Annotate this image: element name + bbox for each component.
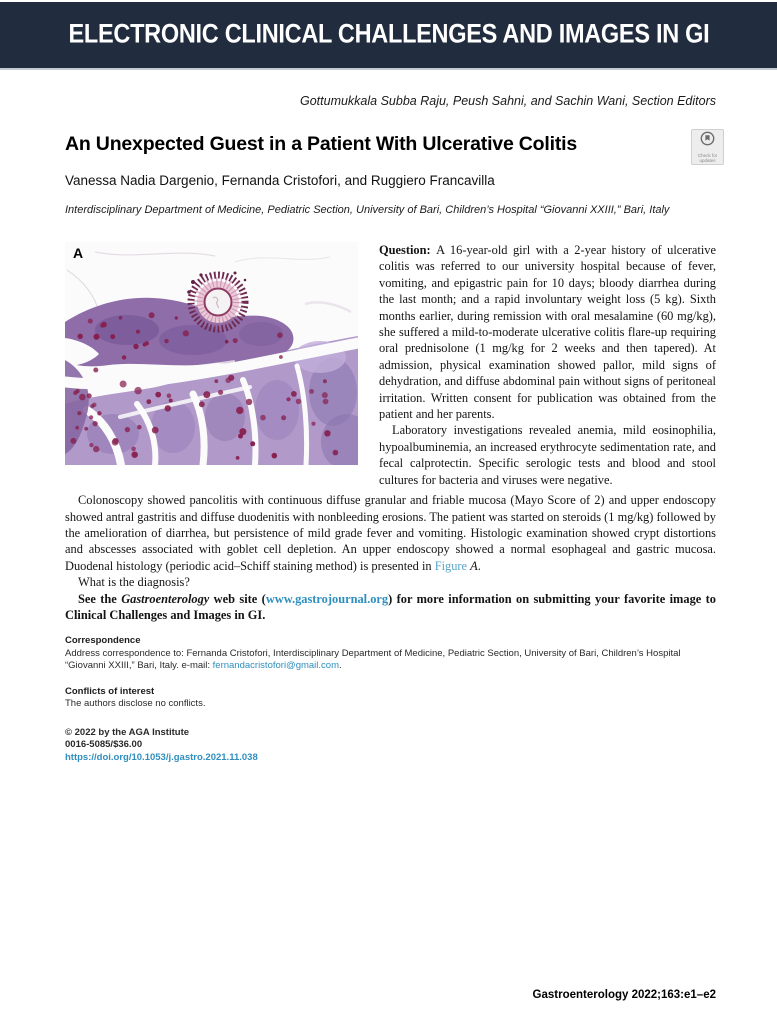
text-segment: See the <box>78 591 122 606</box>
text-segment: What is the diagnosis? <box>78 575 190 590</box>
question-column <box>379 242 716 488</box>
text-segment: Laboratory investigations revealed anemia, mild eosinophilia, hypoalbuminemia, an increased erythrocyte sedimentation rate, and fecal calprotectin. Specific serologic tests and blood and stool cultures for bacteria and viruses were negative. <box>379 423 716 487</box>
laboratory-paragraph <box>379 422 716 488</box>
doi-link[interactable]: https://doi.org/10.1053/j.gastro.2021.11.038 <box>65 751 258 763</box>
article-title: An Unexpected Guest in a Patient With Ulcerative Colitis <box>65 133 577 155</box>
journal-citation: Gastroenterology 2022;163:e1–e2 <box>532 989 716 1001</box>
figure-label: A <box>73 245 84 261</box>
inline-link[interactable]: www.gastrojournal.org <box>265 591 389 606</box>
check-for-updates-badge[interactable] <box>691 129 724 165</box>
text-segment: Colonoscopy showed pancolitis with continuous diffuse granular and friable mucosa (Mayo Score of 2) and upper endoscopy showed antral gastritis and diffuse duodenitis with nonbleeding erosions. The patient was started on steroids (1 mg/kg) followed by the amelioration of diarrhea, but persistence of mild grade fever and vomiting. Histologic examination showed crypt distortions and abscesses associated with goblet cell depletion. An upper endoscopy showed a normal esophageal and gastric mucosa. Duodenal histology (periodic acid–Schiff staining method) is presented in <box>65 493 716 573</box>
article-footnotes <box>65 635 716 764</box>
text-segment: ) for more information on submitting your favorite image to Clinical Challenges and Images in GI. <box>65 591 716 622</box>
article-affiliation: Interdisciplinary Department of Medicine, Pediatric Section, University of Bari, Children’s Hospital “Giovanni XXIII,” Bari, Italy <box>65 204 670 216</box>
banner-title: ELECTRONIC CLINICAL CHALLENGES AND IMAGES IN GI <box>68 19 709 50</box>
text-segment: . <box>477 558 481 573</box>
text-segment: . <box>339 660 342 672</box>
conflicts-body: The authors disclose no conflicts. <box>65 698 206 710</box>
text-segment: A <box>470 558 478 573</box>
copyright-line: © 2022 by the AGA Institute <box>65 726 190 738</box>
correspondence-heading: Correspondence <box>65 635 141 647</box>
correspondence-body <box>65 648 716 673</box>
journal-section-banner <box>0 2 777 68</box>
banner-divider <box>0 68 777 70</box>
main-content <box>65 242 716 488</box>
submission-note <box>65 591 716 624</box>
figure-a <box>65 242 358 465</box>
colonoscopy-paragraph <box>65 492 716 574</box>
article-authors: Vanessa Nadia Dargenio, Fernanda Cristofori, and Ruggiero Francavilla <box>65 173 495 188</box>
section-editors: Gottumukkala Subba Raju, Peush Sahni, and Sachin Wani, Section Editors <box>300 94 716 108</box>
text-segment: Gastroenterology <box>121 591 210 606</box>
title-row <box>65 133 718 163</box>
issn-line: 0016-5085/$36.00 <box>65 739 143 751</box>
crossmark-icon <box>700 131 715 151</box>
check-for-updates-label: Check for updates <box>697 152 718 163</box>
conflicts-heading: Conflicts of interest <box>65 685 155 697</box>
histology-image <box>65 242 358 465</box>
text-segment: Address correspondence to: Fernanda Cristofori, Interdisciplinary Department of Medicine, Pediatric Section, University of Bari, Children’s Hospital “Giovanni XXIII,” Bari, Italy. e-mail: <box>65 647 681 672</box>
text-segment: web site ( <box>209 591 266 606</box>
text-segment: Question: <box>379 243 437 257</box>
diagnosis-question <box>65 574 716 590</box>
question-paragraph <box>379 242 716 422</box>
inline-link[interactable]: Figure <box>434 558 468 573</box>
text-segment: A 16-year-old girl with a 2-year history of ulcerative colitis was referred to our university hospital because of fever, vomiting, and epigastric pain for 10 days; bloody diarrhea during the last month; and a rapid involuntary weight loss (5 kg). Sixth months earlier, during remission with oral mesalamine (60 mg/kg), she suffered a mild-to-moderate ulcerative colitis flare-up requiring oral prednisolone (1 mg/kg for 2 weeks and then tapered). At admission, physical examination showed pallor, mild signs of dehydration, and diffuse abdominal pain without signs of peritoneal irritation. Written consent for publication was obtained from the patient and her parents. <box>379 243 717 422</box>
inline-link[interactable]: fernandacristofori@gmail.com <box>212 660 339 672</box>
